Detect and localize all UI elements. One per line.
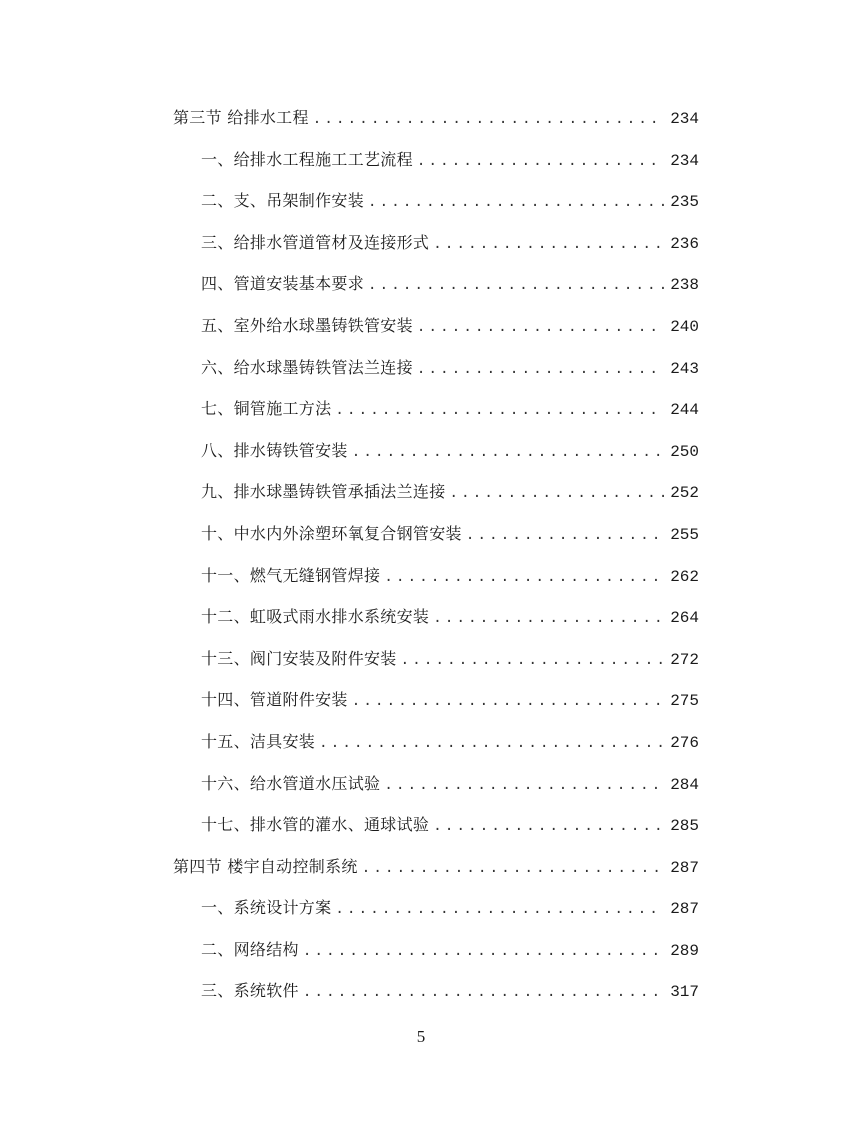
dot-leader: [362, 848, 665, 890]
toc-subsection-entry[interactable]: [173, 139, 699, 181]
toc-entry-page-number: 284: [670, 775, 699, 794]
toc-entry-label: 一、给排水工程施工工艺流程: [201, 149, 413, 169]
toc-subsection-entry[interactable]: [173, 970, 699, 1012]
toc-entry-label: 八、排水铸铁管安装: [201, 440, 348, 460]
dot-leader: [384, 557, 664, 599]
dot-leader: [417, 349, 664, 391]
toc-entry-page-number: 264: [670, 609, 699, 628]
toc-section-entry[interactable]: [173, 97, 699, 139]
toc-entry-page-number: 238: [670, 276, 699, 295]
toc-subsection-entry[interactable]: [173, 887, 699, 929]
toc-subsection-entry[interactable]: [173, 388, 699, 430]
toc-entry-label: 二、网络结构: [201, 939, 299, 959]
toc-entry-page-number: 252: [670, 484, 699, 503]
toc-entry-label: 七、铜管施工方法: [201, 399, 332, 419]
toc-entry-label: 十四、管道附件安装: [201, 690, 348, 710]
dot-leader: [352, 432, 664, 474]
toc-entry-page-number: 234: [670, 110, 699, 128]
toc-entry-page-number: 243: [670, 359, 699, 378]
dot-leader: [303, 972, 664, 1014]
toc-entry-label: 九、排水球墨铸铁管承插法兰连接: [201, 482, 446, 502]
toc-subsection-entry[interactable]: [173, 222, 699, 264]
toc-entry-label: 十一、燃气无缝钢管焊接: [201, 565, 381, 585]
toc-entry-page-number: 272: [670, 650, 699, 669]
toc-entry-label: 十三、阀门安装及附件安装: [201, 648, 397, 668]
toc-subsection-entry[interactable]: [173, 513, 699, 555]
toc-entry-label: 五、室外给水球墨铸铁管安装: [201, 315, 413, 335]
toc-entry-label: 三、给排水管道管材及连接形式: [201, 232, 430, 252]
toc-subsection-entry[interactable]: [173, 263, 699, 305]
toc-entry-page-number: 276: [670, 733, 699, 752]
dot-leader: [417, 141, 664, 183]
toc-subsection-entry[interactable]: [173, 804, 699, 846]
toc-subsection-entry[interactable]: [173, 305, 699, 347]
toc-section-entry[interactable]: [173, 846, 699, 888]
toc-subsection-entry[interactable]: [173, 721, 699, 763]
toc-subsection-entry[interactable]: [173, 430, 699, 472]
dot-leader: [368, 182, 664, 224]
dot-leader: [352, 681, 664, 723]
toc-entry-page-number: 285: [670, 817, 699, 836]
toc-entry-page-number: 255: [670, 525, 699, 544]
dot-leader: [335, 889, 664, 931]
toc-subsection-entry[interactable]: [173, 929, 699, 971]
toc-entry-page-number: 275: [670, 692, 699, 711]
toc-entry-page-number: 236: [670, 234, 699, 253]
toc-entry-label: 十、中水内外涂塑环氧复合钢管安装: [201, 523, 462, 543]
toc-entry-label: 四、管道安装基本要求: [201, 274, 365, 294]
dot-leader: [335, 390, 664, 432]
table-of-contents: [173, 97, 699, 1012]
toc-entry-page-number: 317: [670, 983, 699, 1002]
toc-entry-page-number: 287: [670, 858, 699, 877]
page-number: 5: [416, 1027, 426, 1046]
toc-entry-label: 十七、排水管的灌水、通球试验: [201, 815, 430, 835]
dot-leader: [313, 99, 664, 141]
toc-entry-page-number: 289: [670, 941, 699, 960]
toc-subsection-entry[interactable]: [173, 679, 699, 721]
toc-entry-page-number: 235: [670, 193, 699, 212]
toc-entry-label: 十二、虹吸式雨水排水系统安装: [201, 607, 430, 627]
toc-entry-label: 一、系统设计方案: [201, 898, 332, 918]
dot-leader: [384, 765, 664, 807]
dot-leader: [433, 598, 664, 640]
toc-entry-label: 二、支、吊架制作安装: [201, 191, 365, 211]
toc-entry-page-number: 234: [670, 151, 699, 170]
toc-entry-label: 十六、给水管道水压试验: [201, 773, 381, 793]
toc-subsection-entry[interactable]: [173, 347, 699, 389]
dot-leader: [303, 931, 664, 973]
toc-entry-page-number: 240: [670, 317, 699, 336]
toc-entry-label: 六、给水球墨铸铁管法兰连接: [201, 357, 413, 377]
dot-leader: [368, 265, 664, 307]
dot-leader: [433, 806, 664, 848]
dot-leader: [319, 723, 664, 765]
toc-entry-label: 第四节 楼宇自动控制系统: [173, 856, 358, 876]
toc-subsection-entry[interactable]: [173, 471, 699, 513]
toc-subsection-entry[interactable]: [173, 638, 699, 680]
toc-entry-label: 第三节 给排水工程: [173, 108, 309, 127]
toc-subsection-entry[interactable]: [173, 555, 699, 597]
toc-subsection-entry[interactable]: [173, 596, 699, 638]
dot-leader: [450, 473, 665, 515]
dot-leader: [401, 640, 665, 682]
toc-entry-label: 十五、洁具安装: [201, 731, 316, 751]
toc-entry-page-number: 244: [670, 401, 699, 420]
toc-entry-label: 三、系统软件: [201, 981, 299, 1001]
toc-subsection-entry[interactable]: [173, 180, 699, 222]
dot-leader: [433, 224, 664, 266]
dot-leader: [417, 307, 664, 349]
toc-entry-page-number: 262: [670, 567, 699, 586]
dot-leader: [466, 515, 664, 557]
toc-subsection-entry[interactable]: [173, 763, 699, 805]
toc-entry-page-number: 250: [670, 442, 699, 461]
toc-entry-page-number: 287: [670, 900, 699, 919]
